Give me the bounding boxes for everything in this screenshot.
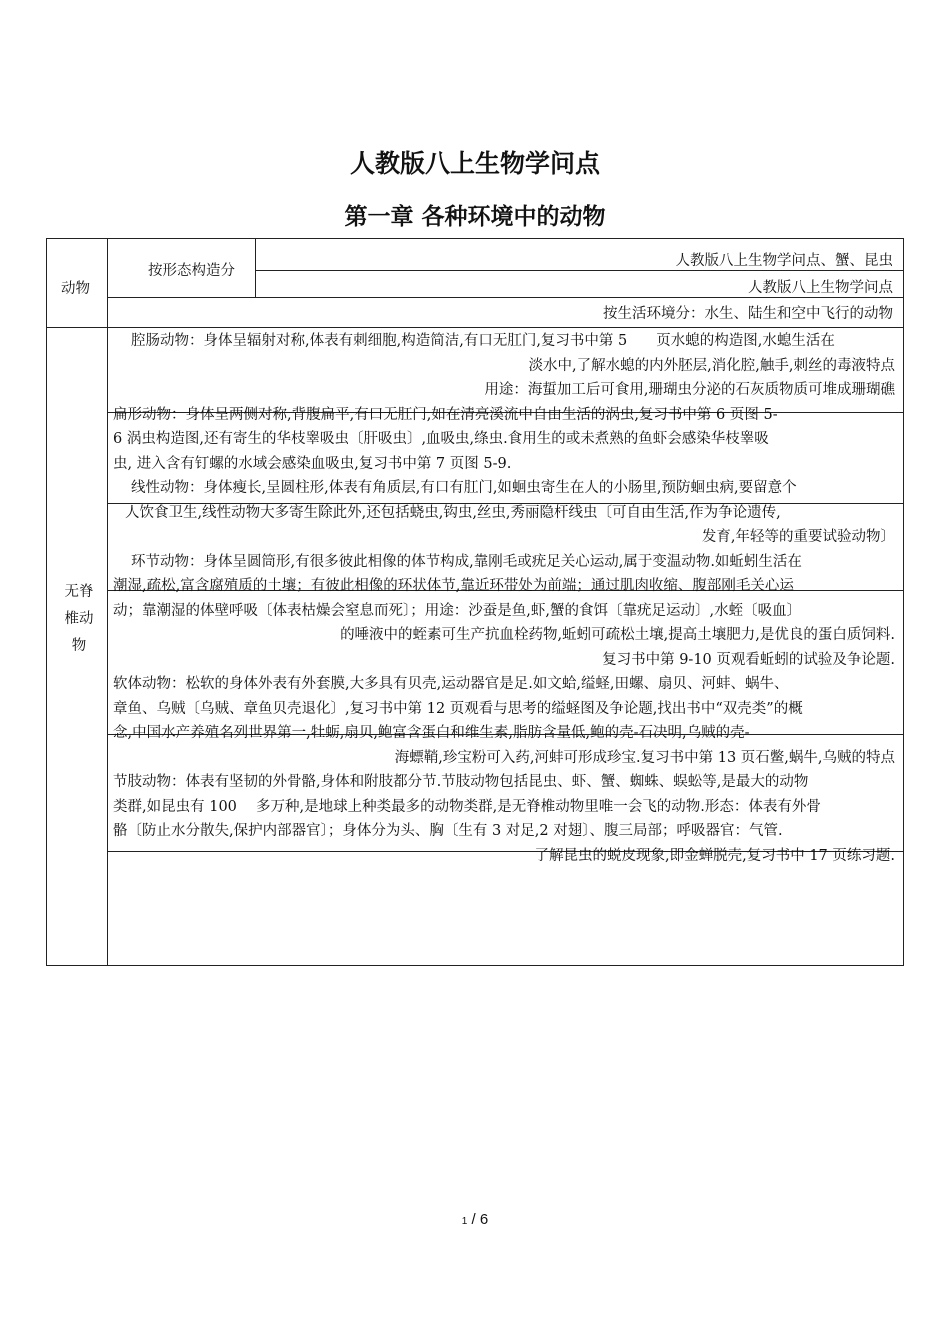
chapter-title: 第一章 各种环境中的动物 xyxy=(344,204,606,230)
by-form-header: 按形态构造分 xyxy=(148,263,235,279)
content-line: 发育,年轻等的重要试验动物〕 xyxy=(701,529,895,545)
content-table xyxy=(46,238,904,966)
content-line: 复习书中第 9-10 页观看蚯蚓的试验及争论题. xyxy=(602,651,895,668)
content-line: 念,中国水产养殖名列世界第一,牡蛎,扇贝,鲍富含蛋白和维生素,脂肪含量低,鲍的壳-石决明,乌贼的壳- xyxy=(113,725,750,741)
content-line: 淡水中,了解水螅的内外胚层,消化腔,触手,刺丝的毒液特点 xyxy=(528,357,895,374)
table-col-divider xyxy=(107,239,108,965)
content-line: 章鱼、乌贼〔乌贼、章鱼贝壳退化〕,复习书中第 12 页观看与思考的缢蛏图及争论题,找出书中“双壳类”的概 xyxy=(113,700,803,717)
table-col-divider xyxy=(255,239,256,297)
page-number: 1 / 6 xyxy=(461,1211,489,1228)
content-line: 人饮食卫生,线性动物大多寄生除此外,还包括蛲虫,钩虫,丝虫,秀丽隐杆线虫〔可自由生活,作为争论遗传, xyxy=(125,504,781,521)
animal-header: 动物 xyxy=(61,281,90,297)
content-line: 腔肠动物：身体呈辐射对称,体表有刺细胞,构造简洁,有口无肛门,复习书中第 5 页水螅的构造图,水螅生活在 xyxy=(131,333,835,349)
page-title: 人教版八上生物学问点 xyxy=(349,149,600,178)
content-line: 海螵鞘,珍宝粉可入药,河蚌可形成珍宝.复习书中第 13 页石鳖,蜗牛,乌贼的特点 xyxy=(394,749,895,766)
content-line: 软体动物：松软的身体外表有外套膜,大多具有贝壳,运动器官是足.如文蛤,缢蛏,田螺、扇贝、河蚌、蜗牛、 xyxy=(113,676,789,692)
header-row1-text: 人教版八上生物学问点、蟹、昆虫 xyxy=(675,253,893,269)
content-line: 潮湿,疏松,富含腐殖质的土壤；有彼此相像的环状体节,靠近环带处为前端；通过肌肉收缩、腹部刚毛关心运 xyxy=(113,578,794,594)
content-line: 骼〔防止水分散失,保护内部器官〕；身体分为头、胸〔生有 3 对足,2 对翅〕、腹三局部；呼吸器官：气管. xyxy=(113,823,783,839)
content-line: 的唾液中的蛭素可生产抗血栓药物,蚯蚓可疏松土壤,提高土壤肥力,是优良的蛋白质饲料. xyxy=(340,627,895,643)
table-row-divider xyxy=(47,327,903,328)
content-line: 线性动物：身体瘦长,呈圆柱形,体表有角质层,有口有肛门,如蛔虫寄生在人的小肠里,预防蛔虫病,要留意个 xyxy=(131,480,797,496)
content-line: 节肢动物：体表有坚韧的外骨骼,身体和附肢都分节.节肢动物包括昆虫、虾、蟹、蜘蛛、蜈蚣等,是最大的动物 xyxy=(113,774,809,790)
content-line: 环节动物：身体呈圆筒形,有很多彼此相像的体节构成,靠刚毛或疣足关心运动,属于变温动物.如蚯蚓生活在 xyxy=(131,553,802,570)
header-row3-text: 按生活环境分：水生、陆生和空中飞行的动物 xyxy=(603,306,893,322)
content-line: 6 涡虫构造图,还有寄生的华枝睾吸虫〔肝吸虫〕,血吸虫,绦虫.食用生的或未煮熟的鱼虾会感染华枝睾吸 xyxy=(113,431,769,447)
content-line: 扁形动物：身体呈两侧对称,背腹扁平,有口无肛门,如在清亮溪流中自由生活的涡虫,复习书中第 6 页图 5- xyxy=(113,406,778,423)
content-line: 了解昆虫的蜕皮现象,即金蝉脱壳,复习书中 17 页练习题. xyxy=(534,847,895,864)
invertebrate-label: 无脊 椎动 物 xyxy=(64,584,94,654)
content-line: 动；靠潮湿的体壁呼吸〔体表枯燥会窒息而死〕；用途：沙蚕是鱼,虾,蟹的食饵〔靠疣足运动〕,水蛭〔吸血〕 xyxy=(113,602,802,619)
header-row2-text: 人教版八上生物学问点 xyxy=(748,280,893,296)
content-line: 类群,如昆虫有 100 多万种,是地球上种类最多的动物类群,是无脊椎动物里唯一会飞的动物.形态：体表有外骨 xyxy=(113,798,821,815)
content-line: 用途：海蜇加工后可食用,珊瑚虫分泌的石灰质物质可堆成珊瑚礁 xyxy=(484,382,895,398)
content-line: 虫, 进入含有钉螺的水域会感染血吸虫,复习书中第 7 页图 5-9. xyxy=(113,455,512,472)
